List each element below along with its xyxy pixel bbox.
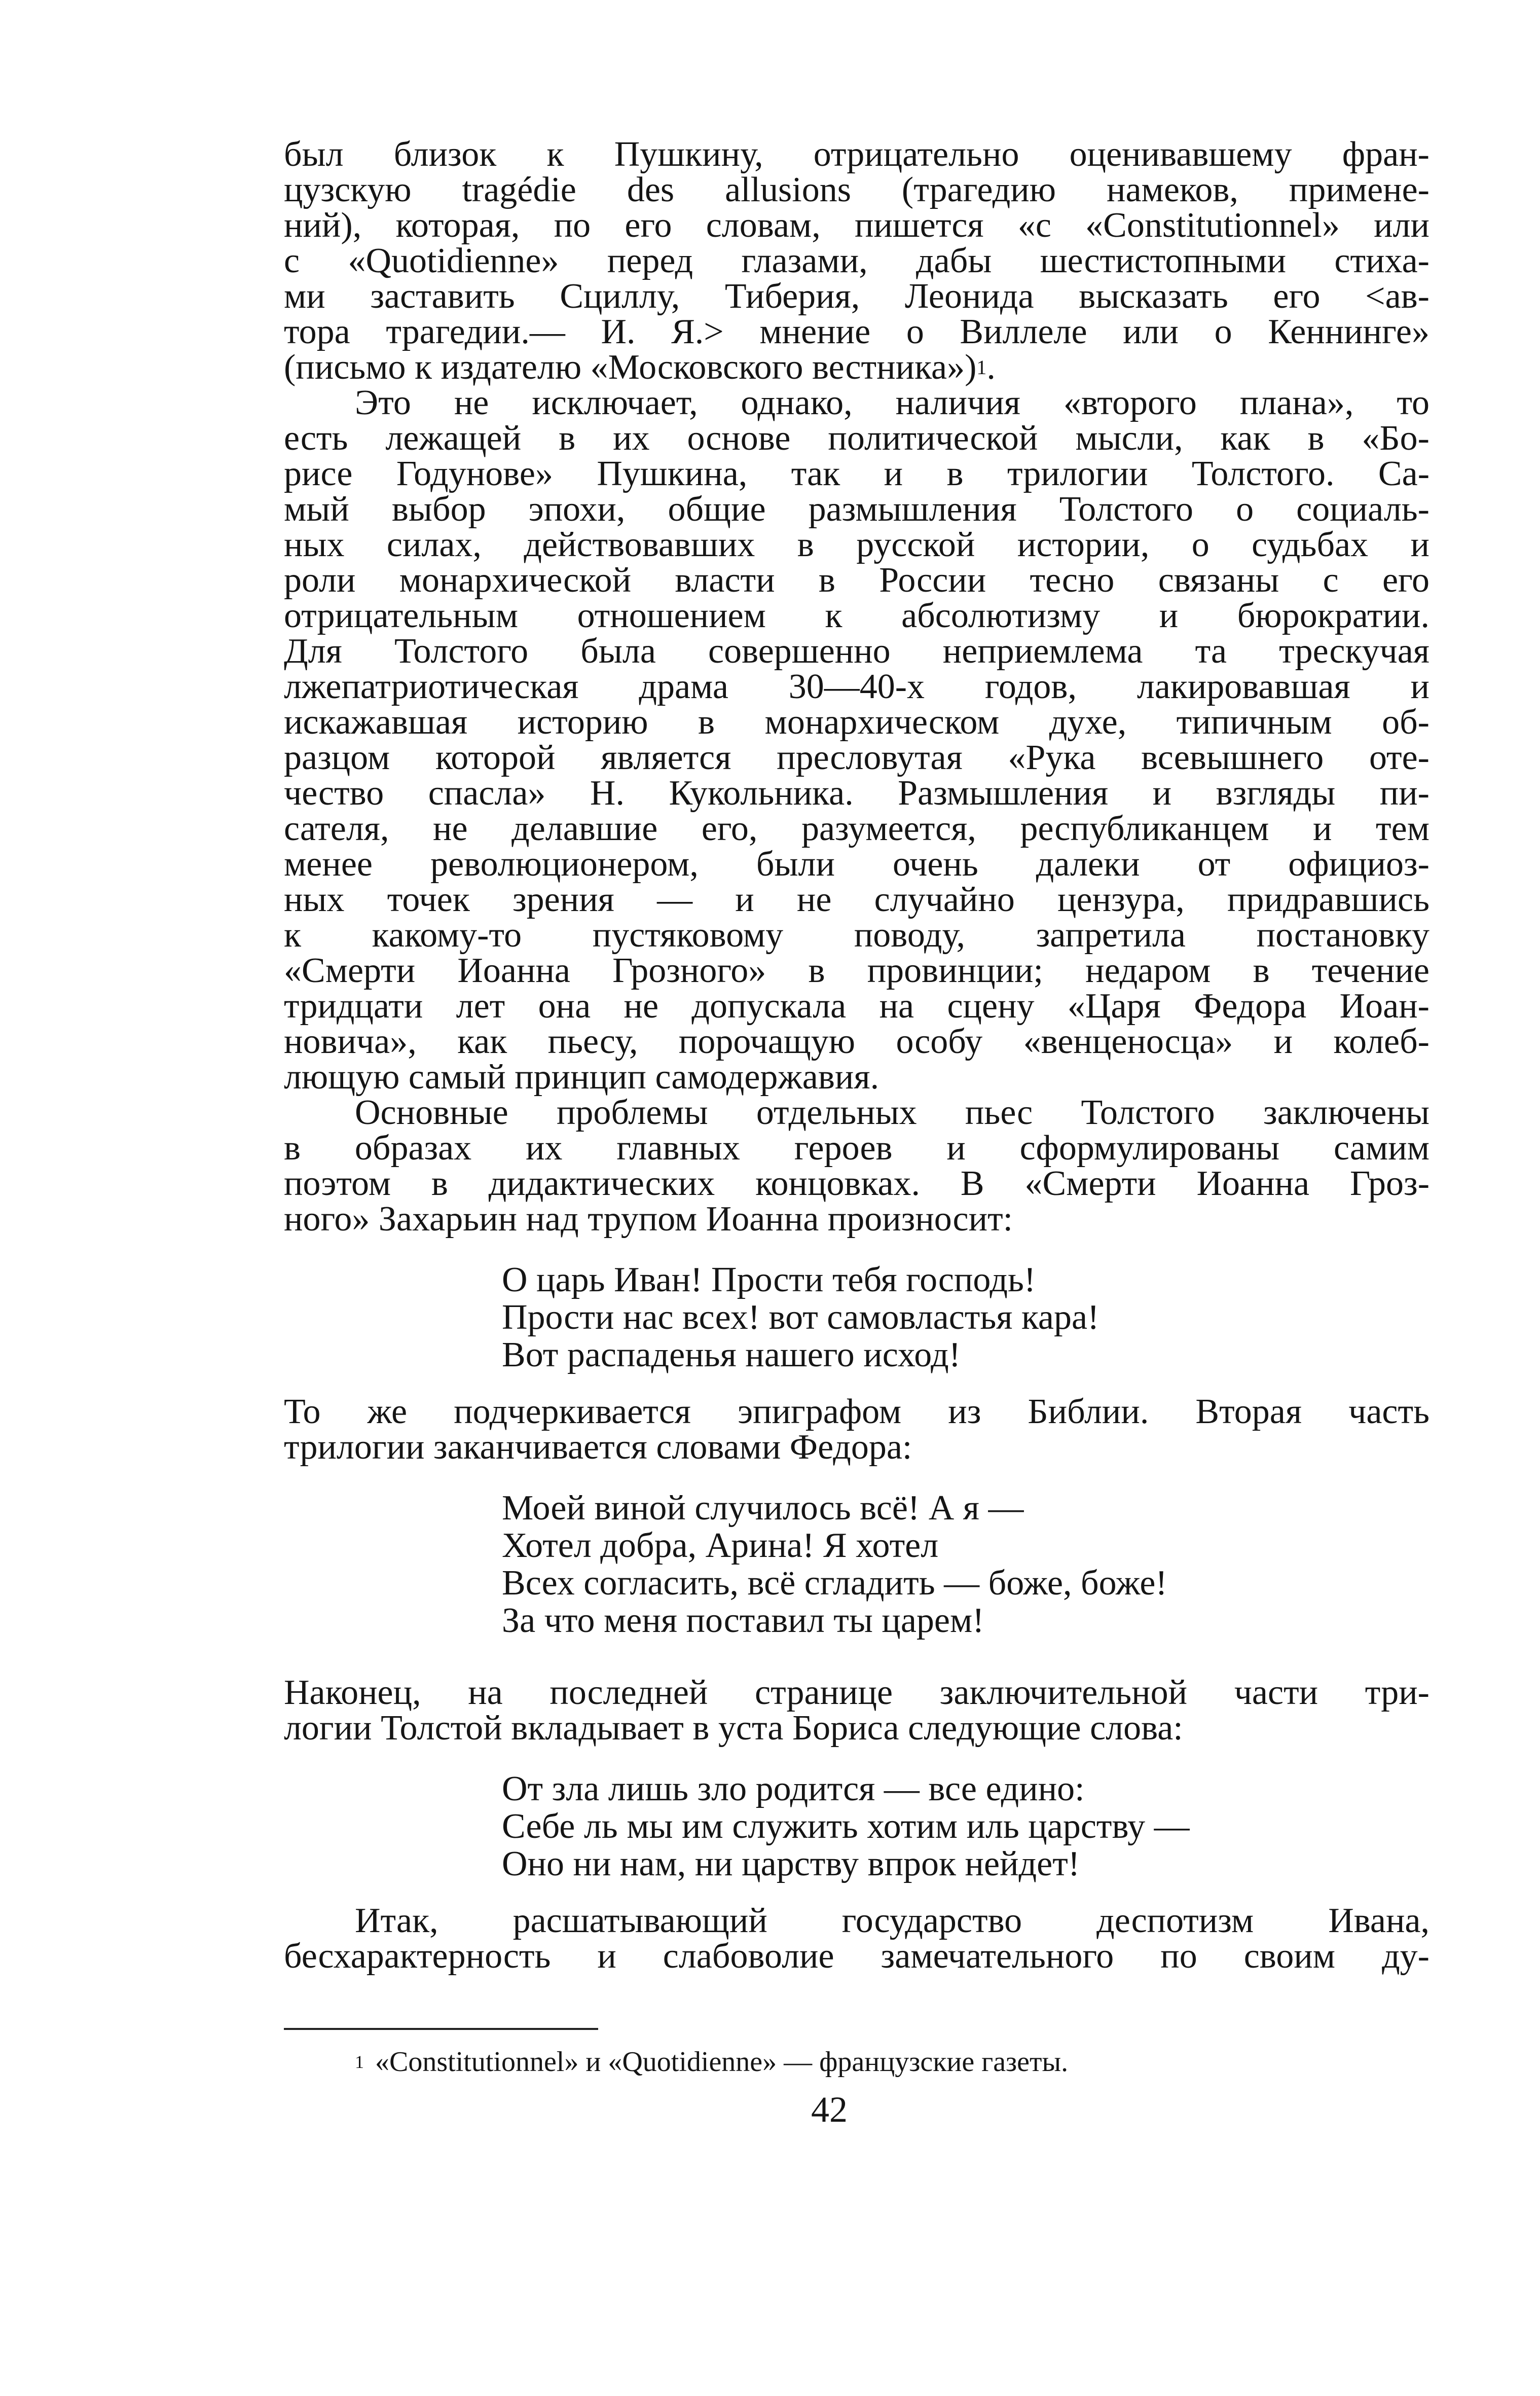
footnote-mark: 1 bbox=[355, 2052, 364, 2072]
text-line: с «Quotidienne» перед глазами, дабы шестистопными стиха- bbox=[284, 241, 1429, 280]
text-line: менее революционером, были очень далеки от официоз- bbox=[284, 845, 1429, 884]
verse-line: Всех согласить, всё сгладить — боже, боже! bbox=[502, 1564, 1167, 1603]
text-line: Основные проблемы отдельных пьес Толстого заключены bbox=[355, 1093, 1429, 1132]
footnote-text: «Constitutionnel» и «Quotidienne» — французские газеты. bbox=[375, 2046, 1069, 2078]
text-line: То же подчеркивается эпиграфом из Библии. Вторая часть bbox=[284, 1392, 1429, 1431]
verse-line: От зла лишь зло родится — все едино: bbox=[502, 1769, 1085, 1808]
paragraph-3 bbox=[284, 1095, 1429, 1237]
verse-line: О царь Иван! Прости тебя господь! bbox=[502, 1260, 1036, 1299]
text-line: ного» Захарьин над трупом Иоанна произносит: bbox=[284, 1200, 1013, 1239]
verse-quote-2 bbox=[502, 1490, 1429, 1640]
text-line: искажавшая историю в монархическом духе, типичным об- bbox=[284, 703, 1429, 742]
text-line: лжепатриотическая драма 30—40-х годов, лакировавшая и bbox=[284, 667, 1429, 706]
paragraph-6 bbox=[284, 1903, 1429, 1974]
text-line: ми заставить Сциллу, Тиберия, Леонида высказать его <ав- bbox=[284, 277, 1429, 316]
page-body bbox=[284, 137, 1429, 1974]
text-line: трилогии заканчивается словами Федора: bbox=[284, 1428, 912, 1467]
text-line: есть лежащей в их основе политической мысли, как в «Бо- bbox=[284, 419, 1429, 458]
text-line: (письмо к издателю «Московского вестника») bbox=[284, 348, 977, 387]
paragraph-1 bbox=[284, 137, 1429, 385]
text-line: тридцати лет она не допускала на сцену «Царя Федора Иоан- bbox=[284, 987, 1429, 1026]
text-line: в образах их главных героев и сформулированы самим bbox=[284, 1129, 1429, 1168]
verse-line: Себе ль мы им служить хотим иль царству — bbox=[502, 1807, 1190, 1846]
verse-line: Моей виной случилось всё! А я — bbox=[502, 1489, 1024, 1528]
verse-line: За что меня поставил ты царем! bbox=[502, 1601, 984, 1640]
footnote-ref: 1 bbox=[976, 356, 987, 379]
text-line: чество спасла» Н. Кукольника. Размышления и взгляды пи- bbox=[284, 774, 1429, 813]
text-line: ных точек зрения — и не случайно цензура, придравшись bbox=[284, 880, 1429, 919]
text-line: новича», как пьесу, порочащую особу «венценосца» и колеб- bbox=[284, 1022, 1429, 1061]
text-line: ний), которая, по его словам, пишется «с «Constitutionnel» или bbox=[284, 206, 1429, 245]
text-line: тора трагедии.— И. Я.> мнение о Виллеле или о Кеннинге» bbox=[284, 312, 1429, 351]
text-line: Наконец, на последней странице заключительной части три- bbox=[284, 1673, 1429, 1712]
text-line: Итак, расшатывающий государство деспотизм Ивана, bbox=[355, 1901, 1429, 1940]
text-line: Для Толстого была совершенно неприемлема та трескучая bbox=[284, 632, 1429, 671]
verse-line: Оно ни нам, ни царству впрок нейдет! bbox=[502, 1844, 1080, 1883]
verse-quote-3 bbox=[502, 1770, 1429, 1883]
text-line: отрицательным отношением к абсолютизму и бюрократии. bbox=[284, 596, 1429, 635]
footnote bbox=[355, 2046, 1068, 2078]
text-line: цузскую tragédie des allusions (трагедию намеков, примене- bbox=[284, 170, 1429, 209]
footnote-divider bbox=[284, 2028, 598, 2030]
text-line: роли монархической власти в России тесно связаны с его bbox=[284, 561, 1429, 600]
paragraph-5 bbox=[284, 1675, 1429, 1746]
text-tail: . bbox=[986, 348, 996, 387]
text-line: был близок к Пушкину, отрицательно оценивавшему фран- bbox=[284, 135, 1429, 174]
text-line: поэтом в дидактических концовках. В «Смерти Иоанна Гроз- bbox=[284, 1164, 1429, 1203]
text-line: Это не исключает, однако, наличия «второго плана», то bbox=[355, 383, 1429, 422]
text-line: к какому-то пустяковому поводу, запретила постановку bbox=[284, 916, 1429, 955]
verse-line: Прости нас всех! вот самовластья кара! bbox=[502, 1298, 1099, 1337]
text-line: мый выбор эпохи, общие размышления Толстого о социаль- bbox=[284, 490, 1429, 529]
text-line: сателя, не делавшие его, разумеется, республиканцем и тем bbox=[284, 809, 1429, 848]
text-line: разцом которой является пресловутая «Рука всевышнего оте- bbox=[284, 738, 1429, 777]
text-line: ных силах, действовавших в русской истории, о судьбах и bbox=[284, 525, 1429, 564]
verse-line: Хотел добра, Арина! Я хотел bbox=[502, 1526, 939, 1565]
text-line: лющую самый принцип самодержавия. bbox=[284, 1058, 879, 1097]
verse-quote-1 bbox=[502, 1261, 1429, 1374]
paragraph-4 bbox=[284, 1394, 1429, 1465]
paragraph-2 bbox=[284, 385, 1429, 1095]
text-line: «Смерти Иоанна Грозного» в провинции; недаром в течение bbox=[284, 951, 1429, 990]
text-line: рисе Годунове» Пушкина, так и в трилогии Толстого. Са- bbox=[284, 454, 1429, 493]
verse-line: Вот распаденья нашего исход! bbox=[502, 1335, 961, 1374]
page-number: 42 bbox=[811, 2089, 848, 2130]
text-line: бесхарактерность и слабоволие замечательного по своим ду- bbox=[284, 1937, 1429, 1976]
text-line-last bbox=[284, 350, 1429, 385]
text-line: логии Толстой вкладывает в уста Бориса следующие слова: bbox=[284, 1709, 1183, 1748]
